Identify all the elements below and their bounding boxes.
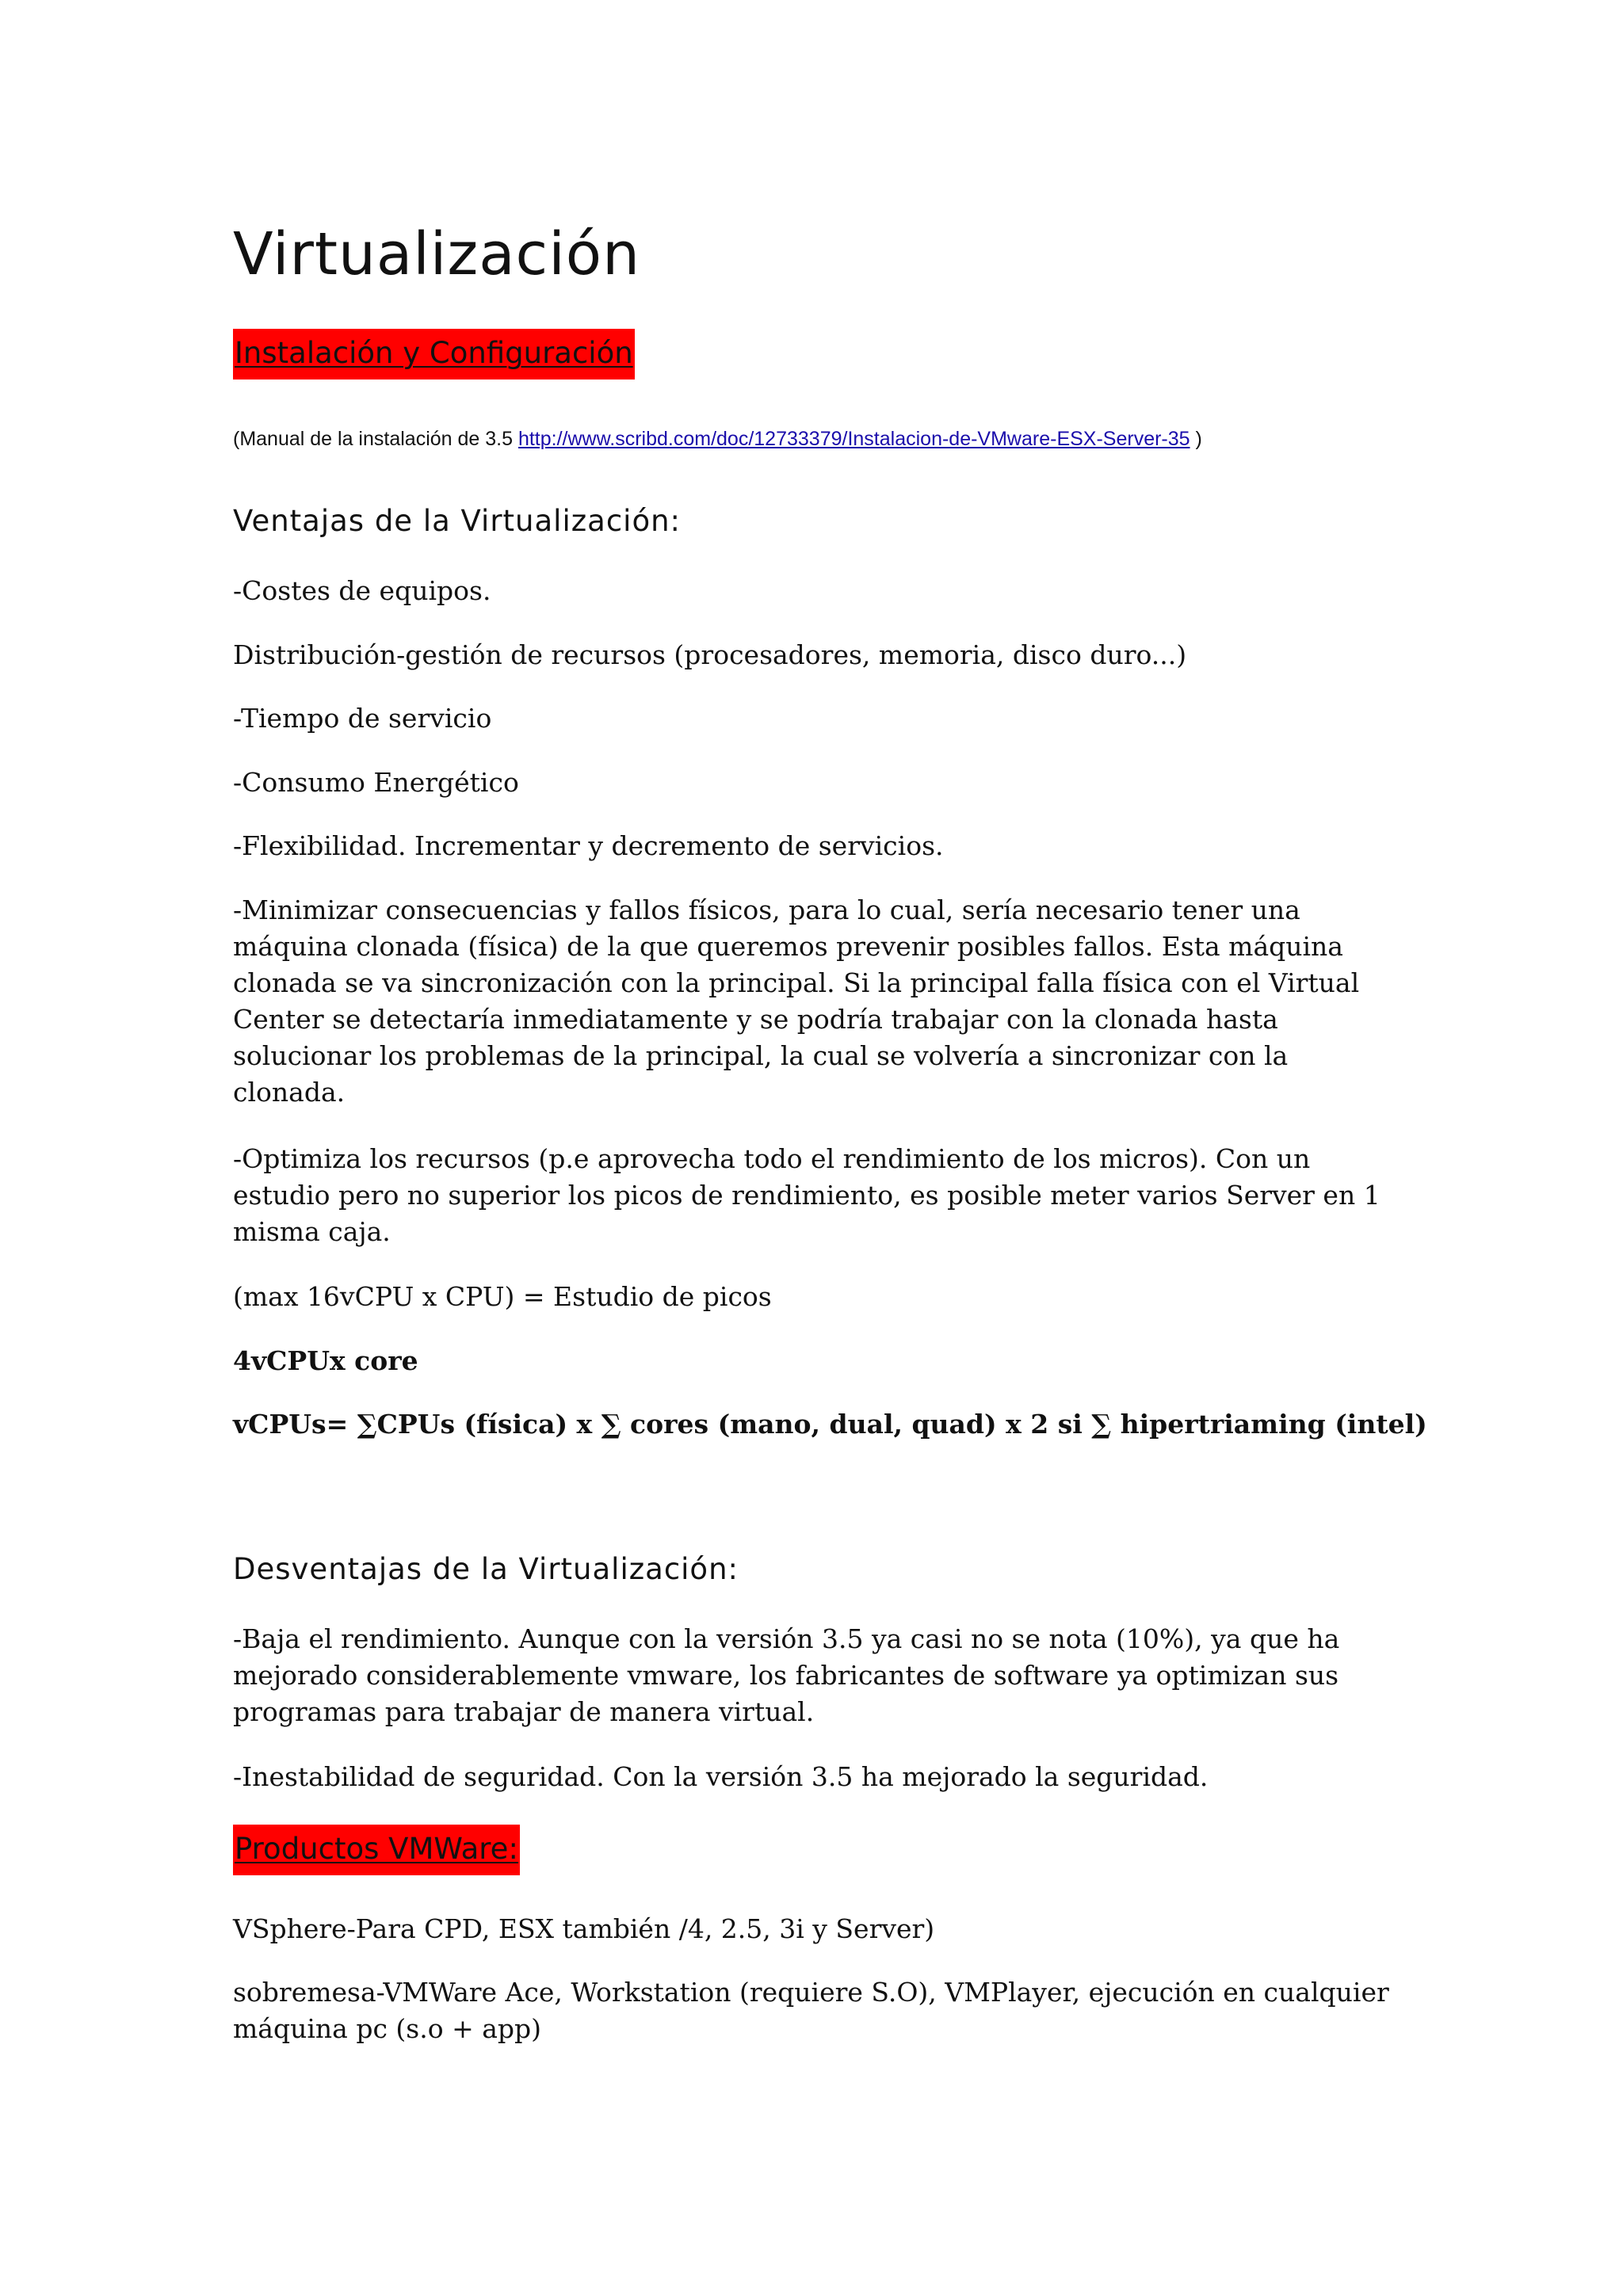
heading-desventajas: Desventajas de la Virtualización: [233, 1552, 739, 1586]
producto-item: VSphere-Para CPD, ESX también /4, 2.5, 3i y Server) [233, 1913, 935, 1944]
ventaja-item: -Tiempo de servicio [233, 703, 492, 734]
producto-item: sobremesa-VMWare Ace, Workstation (requiere S.O), VMPlayer, ejecución en cualquier máquina pc (s.o + app) [233, 1977, 1389, 2044]
manual-prefix: (Manual de la instalación de 3.5 [233, 428, 518, 450]
ventaja-item: -Minimizar consecuencias y fallos físicos, para lo cual, sería necesario tener una máquina clonada (física) de la que queremos prevenir posibles fallos. Esta máquina clonada se va sincronización con la principal. Si la principal falla física con el Virtual Center se detectaría inmediatamente y se podría trabajar con la clonada hasta solucionar los problemas de la principal, la cual se volvería a sincronizar con la clonada. [233, 894, 1360, 1108]
ventaja-item: (max 16vCPU x CPU) = Estudio de picos [233, 1281, 772, 1312]
ventaja-item: -Consumo Energético [233, 767, 519, 798]
ventaja-item: Distribución-gestión de recursos (procesadores, memoria, disco duro...) [233, 639, 1187, 670]
manual-link[interactable]: http://www.scribd.com/doc/12733379/Instalacion-de-VMware-ESX-Server-35 [517, 428, 1190, 450]
heading-ventajas: Ventajas de la Virtualización: [233, 504, 682, 538]
desventaja-item: -Baja el rendimiento. Aunque con la versión 3.5 ya casi no se nota (10%), ya que ha mejorado considerablemente vmware, los fabricantes de software ya optimizan sus programas para trabajar de manera virtual. [233, 1623, 1340, 1727]
desventaja-item: -Inestabilidad de seguridad. Con la versión 3.5 ha mejorado la seguridad. [233, 1761, 1209, 1792]
manual-suffix: ) [1190, 428, 1202, 450]
ventaja-item: -Optimiza los recursos (p.e aprovecha todo el rendimiento de los micros). Con un estudio pero no superior los picos de rendimiento, es posible meter varios Server en 1 misma caja. [233, 1143, 1381, 1247]
section-heading-productos: Productos VMWare: [233, 1825, 520, 1875]
ventaja-item: -Flexibilidad. Incrementar y decremento de servicios. [233, 830, 944, 861]
manual-reference [233, 428, 1202, 451]
section-heading-instalacion: Instalación y Configuración [233, 329, 635, 379]
formula-line: vCPUs= ∑CPUs (física) x ∑ cores (mano, dual, quad) x 2 si ∑ hipertriaming (intel) [233, 1409, 1427, 1440]
page-title: Virtualización [233, 220, 640, 288]
ventaja-item: -Costes de equipos. [233, 575, 491, 606]
formula-line: 4vCPUx core [233, 1345, 418, 1376]
